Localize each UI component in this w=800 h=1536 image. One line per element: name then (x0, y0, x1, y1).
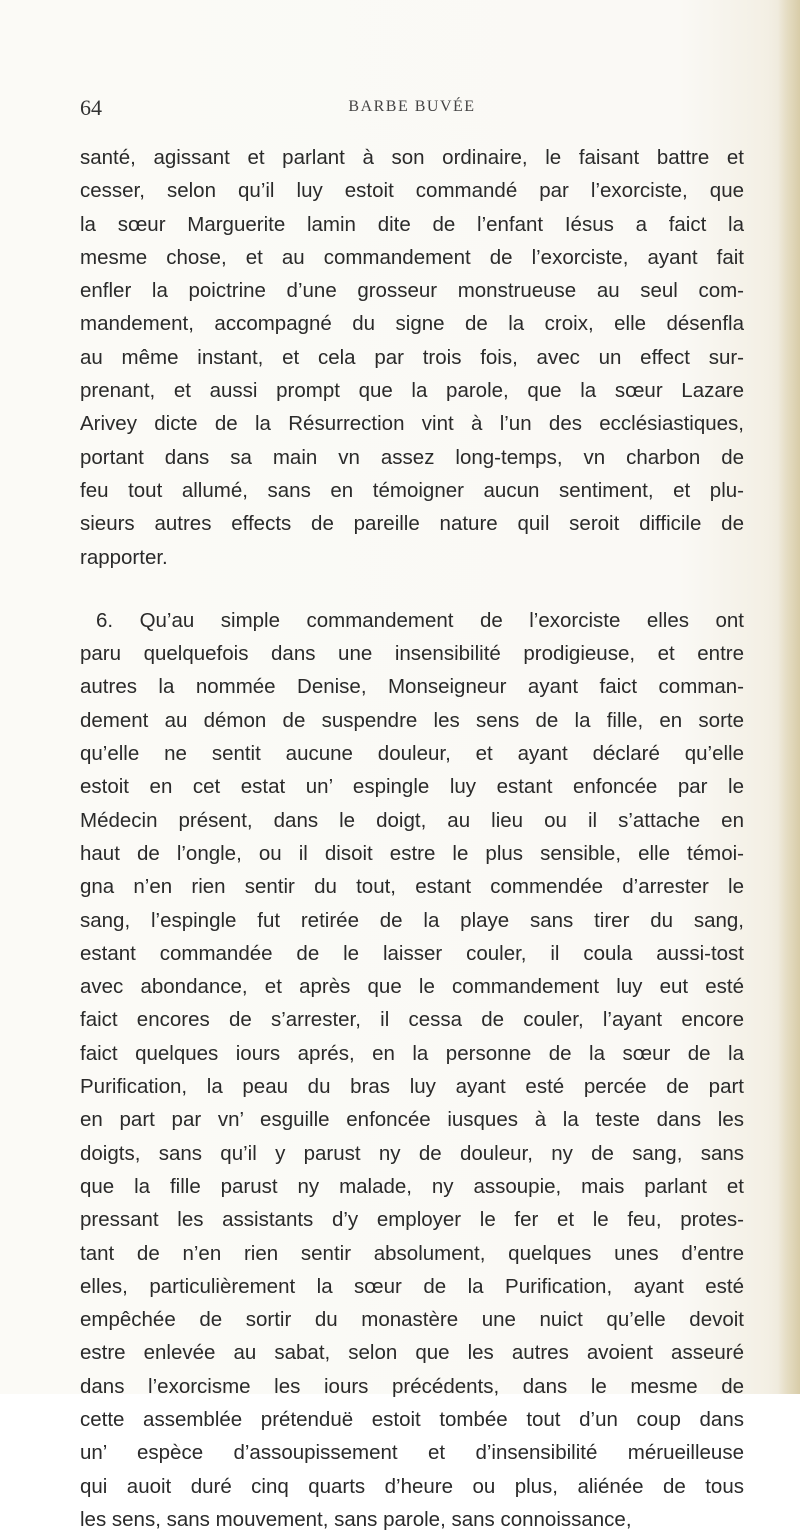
text-line: un’ espèce d’assoupissement et d’insensibilité méruеilleuse (80, 1441, 744, 1465)
text-line: en part par vn’ esguille enfoncée iusques à la teste dans les (80, 1108, 744, 1132)
text-line: avec abondance, et après que le commandement luy eut esté (80, 975, 744, 999)
text-line: Médecin présent, dans le doigt, au lieu ou il s’attache en (80, 808, 744, 832)
text-line: haut de l’ongle, ou il disoit estre le plus sensible, elle témoi- (80, 841, 744, 865)
text-line: qu’elle ne sentit aucune douleur, et ayant déclaré qu’elle (80, 742, 744, 766)
text-line: portant dans sa main vn assez long-temps, vn charbon de (80, 445, 744, 469)
text-line: cesser, selon qu’il luy estoit commandé par l’exorciste, que (80, 179, 744, 203)
text-line: enfler la poictrine d’une grosseur monstrueuse au seul com- (80, 279, 744, 303)
text-line: elles, particulièrement la sœur de la Purification, ayant esté (80, 1274, 744, 1298)
text-line: dement au démon de suspendre les sens de la fille, en sorte (80, 708, 744, 732)
text-line: faict encores de s’arrester, il cessa de couler, l’ayant encore (80, 1008, 744, 1032)
text-line: sang, l’espingle fut retirée de la playe sans tirer du sang, (80, 908, 744, 932)
text-line: mandement, accompagné du signe de la croix, elle désenfla (80, 312, 744, 336)
text-line: doigts, sans qu’il y parust ny de douleur, ny de sang, sans (80, 1141, 744, 1165)
text-line: estre enlevée au sabat, selon que les autres avoient asseuré (80, 1341, 744, 1365)
text-line: feu tout allumé, sans en témoigner aucun sentiment, et plu- (80, 478, 744, 502)
text-line: santé, agissant et parlant à son ordinaire, le faisant battre et (80, 146, 744, 169)
page-edge-shadow (778, 0, 800, 1394)
text-line: que la fille parust ny malade, ny assoupie, mais parlant et (80, 1174, 744, 1198)
text-line: empêchée de sortir du monastère une nuict qu’elle devoit (80, 1308, 744, 1332)
text-line: prenant, et aussi prompt que la parole, que la sœur Lazare (80, 379, 744, 403)
text-line: pressant les assistants d’y employer le fer et le feu, protes- (80, 1208, 744, 1232)
text-line: la sœur Marguerite lamin dite de l’enfant Iésus a faict la (80, 212, 744, 236)
page-number: 64 (80, 95, 102, 120)
text-line: dans l’exorcisme les iours précédents, dans le mesme de (80, 1374, 744, 1398)
text-line: qui auoit duré cinq quarts d’heure ou plus, aliénée de tous (80, 1474, 744, 1498)
text-line: faict quelques iours aprés, en la personne de la sœur de la (80, 1041, 744, 1065)
text-line: Purification, la peau du bras luy ayant esté percée de part (80, 1075, 744, 1099)
running-title: BARBE BUVÉE (348, 98, 476, 115)
text-line: mesme chose, et au commandement de l’exorciste, ayant fait (80, 245, 744, 269)
text-line: paru quelquefois dans une insensibilité prodigieuse, et entre (80, 642, 744, 666)
text-line: 6. Qu’au simple commandement de l’exorciste elles ont (96, 608, 744, 632)
text-line: gna n’en rien sentir du tout, estant commendée d’arrester le (80, 875, 744, 899)
text-line: au même instant, et cela par trois fois, avec un effect sur- (80, 345, 744, 369)
text-line: cette assemblée prétenduë estoit tombée tout d’un coup dans (80, 1407, 744, 1431)
text-line: tant de n’en rien sentir absolument, quelques unes d’entre (80, 1241, 744, 1265)
text-line: sieurs autres effects de pareille nature quil seroit difficile de (80, 512, 744, 536)
paragraph-spacer (80, 574, 744, 604)
page-header (80, 95, 744, 123)
text-line: rapporter. (80, 545, 168, 569)
text-line: Arivey dicte de la Résurrection vint à l’un des ecclésiastiques, (80, 412, 744, 436)
text-line: estoit en cet estat un’ espingle luy estant enfoncée par le (80, 775, 744, 799)
page-body (80, 141, 744, 1536)
paragraph-2 (80, 604, 744, 1536)
text-line: les sens, sans mouvement, sans parole, sans connoissance, (80, 1507, 632, 1531)
paragraph-1 (80, 141, 744, 574)
text-line: estant commandée de le laisser couler, il coula aussi-tost (80, 941, 744, 965)
text-line: autres la nommée Denise, Monseigneur ayant faict comman- (80, 675, 744, 699)
